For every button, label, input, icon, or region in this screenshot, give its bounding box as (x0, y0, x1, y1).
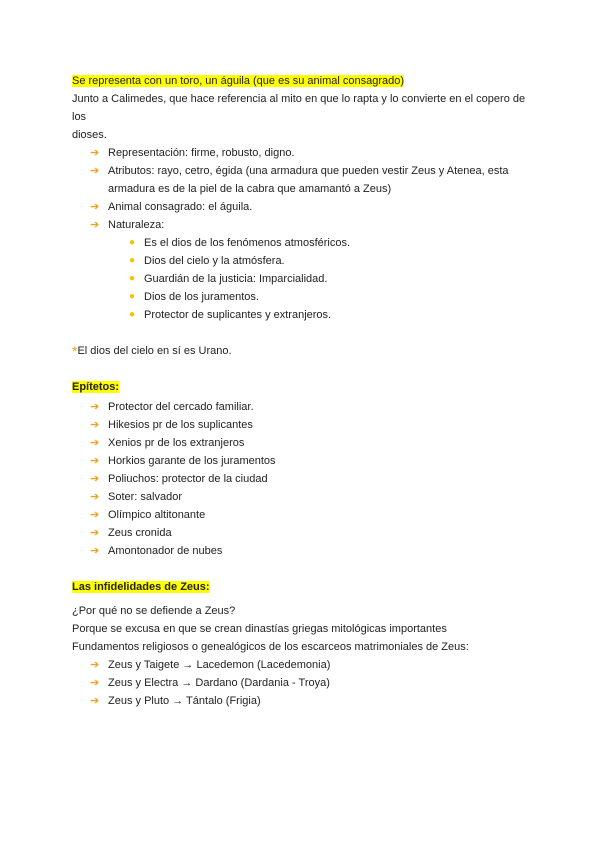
arrow-icon: ➔ (90, 527, 100, 539)
arrow-icon: ➔ (90, 201, 100, 213)
list-item: ➔ Naturaleza: (72, 216, 528, 234)
epithets-list (72, 398, 528, 560)
epithets-heading: Epítetos: (72, 381, 120, 393)
note: *El dios del cielo en sí es Urano. (72, 343, 232, 359)
list-item: ➔ Zeus y Taigete → Lacedemon (Lacedemonia) (72, 656, 528, 674)
list-item: ➔ Olímpico altitonante (72, 506, 528, 524)
list-item: ➔ Protector del cercado familiar. (72, 398, 528, 416)
bullet-icon: ● (129, 255, 136, 266)
star-icon: * (72, 343, 78, 359)
arrow-icon: ➔ (90, 545, 100, 557)
arrow-icon: ➔ (90, 219, 100, 231)
arrow-icon: ➔ (90, 419, 100, 431)
list-item: ➔ Zeus y Electra → Dardano (Dardania - Troya) (72, 674, 528, 692)
infidelities-list (72, 656, 528, 710)
list-item: ● Es el dios de los fenómenos atmosféricos. (72, 234, 528, 252)
list-item: ➔ Zeus cronida (72, 524, 528, 542)
list-item: ➔ Poliuchos: protector de la ciudad (72, 470, 528, 488)
arrow-icon: ➔ (90, 455, 100, 467)
infidelities-heading: Las infidelidades de Zeus: (72, 581, 210, 593)
arrow-icon: ➔ (90, 509, 100, 521)
bullet-icon: ● (129, 237, 136, 248)
infidelities-line: Fundamentos religiosos o genealógicos de los escarceos matrimoniales de Zeus: (72, 641, 469, 653)
intro-highlight: Se representa con un toro, un águila (que es su animal consagrado) (72, 75, 405, 87)
attributes-list (72, 144, 528, 234)
arrow-icon: ➔ (90, 695, 100, 707)
intro-heading (72, 72, 528, 90)
list-item: ➔ Representación: firme, robusto, digno. (72, 144, 528, 162)
nature-list (72, 234, 528, 324)
arrow-icon: ➔ (90, 401, 100, 413)
arrow-icon: ➔ (90, 437, 100, 449)
arrow-icon: ➔ (90, 677, 100, 689)
list-item: ● Guardián de la justicia: Imparcialidad. (72, 270, 528, 288)
list-item: ● Dios del cielo y la atmósfera. (72, 252, 528, 270)
list-item: ➔ Soter: salvador (72, 488, 528, 506)
arrow-icon: ➔ (90, 147, 100, 159)
arrow-icon: ➔ (90, 659, 100, 671)
list-item: ➔ Atributos: rayo, cetro, égida (una armadura que pueden vestir Zeus y Atenea, esta armadura es de la piel de la cabra que amamantó a Zeus) (72, 162, 528, 198)
list-item: ➔ Xenios pr de los extranjeros (72, 434, 528, 452)
infidelities-line: ¿Por qué no se defiende a Zeus? (72, 605, 236, 617)
bullet-icon: ● (129, 291, 136, 302)
intro-paragraph-line2: dioses. (72, 129, 107, 141)
list-item: ● Dios de los juramentos. (72, 288, 528, 306)
arrow-icon: ➔ (90, 165, 100, 177)
intro-paragraph-line1: Junto a Calimedes, que hace referencia al mito en que lo rapta y lo convierte en el copero de los (72, 93, 526, 123)
bullet-icon: ● (129, 273, 136, 284)
list-item: ➔ Amontonador de nubes (72, 542, 528, 560)
arrow-icon: ➔ (90, 473, 100, 485)
list-item: ➔ Animal consagrado: el águila. (72, 198, 528, 216)
infidelities-line: Porque se excusa en que se crean dinastías griegas mitológicas importantes (72, 623, 447, 635)
list-item: ● Protector de suplicantes y extranjeros. (72, 306, 528, 324)
list-item: ➔ Zeus y Pluto → Tántalo (Frigia) (72, 692, 528, 710)
arrow-icon: ➔ (90, 491, 100, 503)
list-item: ➔ Hikesios pr de los suplicantes (72, 416, 528, 434)
bullet-icon: ● (129, 309, 136, 320)
list-item: ➔ Horkios garante de los juramentos (72, 452, 528, 470)
